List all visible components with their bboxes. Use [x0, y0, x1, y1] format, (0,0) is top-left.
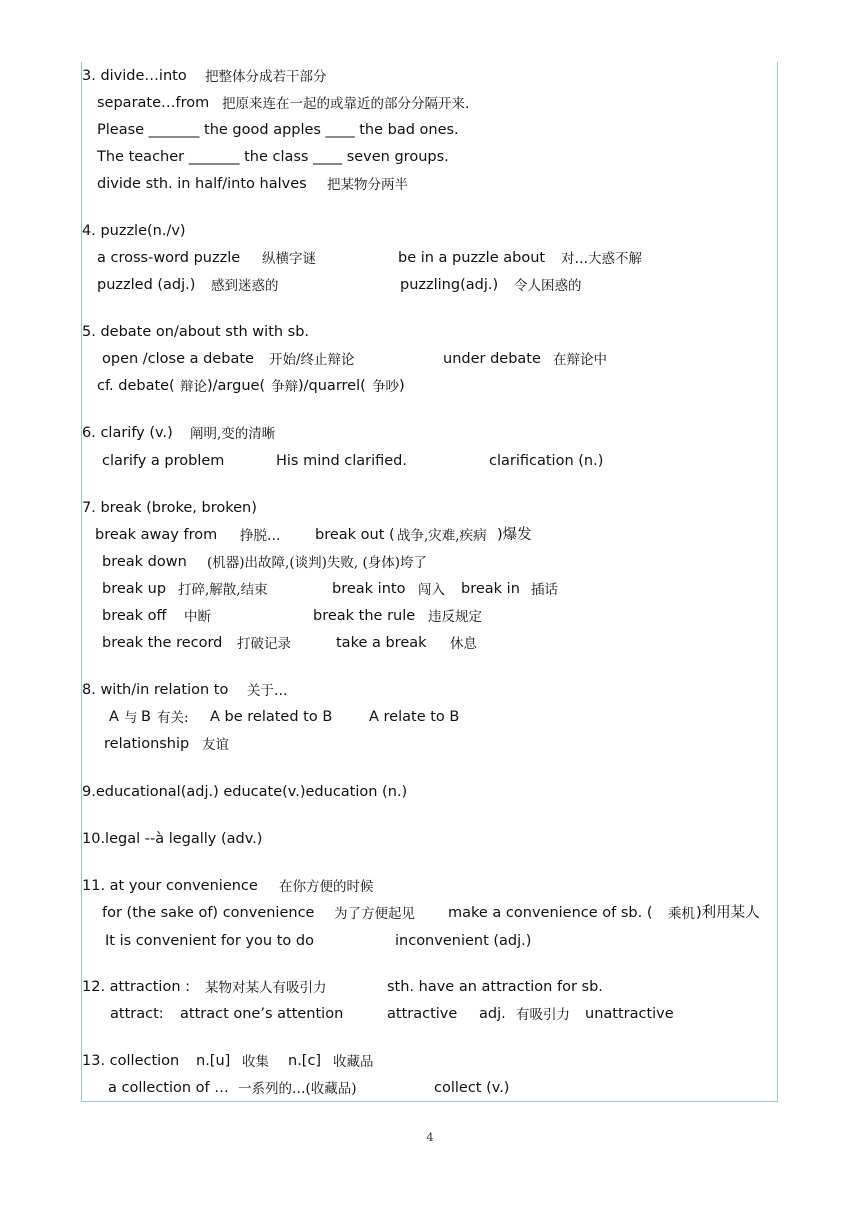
chinese-gloss: 收藏品: [333, 1054, 374, 1070]
english-text: take a break: [336, 635, 427, 651]
english-text: break in: [461, 581, 520, 597]
chinese-gloss: 令人困惑的: [514, 278, 582, 294]
english-text: sth. have an attraction for sb.: [387, 979, 603, 995]
english-text: 11. at your convenience: [82, 878, 258, 894]
chinese-gloss: 一系列的…(收藏品): [238, 1081, 357, 1097]
english-text: break the record: [102, 635, 223, 651]
chinese-gloss: 乘机: [668, 906, 695, 922]
english-text: be in a puzzle about: [398, 250, 546, 266]
english-text: adj.: [479, 1006, 506, 1022]
english-text: divide sth. in half/into halves: [97, 176, 307, 192]
english-text: Please _______ the good apples ____ the bad ones.: [97, 122, 459, 138]
chinese-gloss: 争辩: [271, 379, 298, 395]
english-text: break off: [102, 608, 167, 624]
english-text: 13. collection: [82, 1053, 180, 1069]
english-text: break the rule: [313, 608, 416, 624]
english-text: 5. debate on/about sth with sb.: [82, 324, 310, 340]
english-text: separate…from: [97, 95, 210, 111]
chinese-gloss: 休息: [450, 636, 477, 652]
english-text: A: [109, 709, 119, 725]
english-text: clarify a problem: [102, 453, 225, 469]
chinese-gloss: 感到迷惑的: [211, 278, 279, 294]
chinese-gloss: 把原来连在一起的或靠近的部分分隔开来.: [222, 96, 470, 112]
chinese-gloss: 中断: [184, 609, 211, 625]
english-text: )/quarrel(: [298, 378, 366, 394]
english-text: The teacher _______ the class ____ seven groups.: [97, 149, 449, 165]
english-text: n.[c]: [288, 1053, 322, 1069]
english-text: attractive: [387, 1006, 458, 1022]
english-text: cf. debate(: [97, 378, 175, 394]
chinese-gloss: 某物对某人有吸引力: [205, 980, 327, 996]
english-text: )/argue(: [207, 378, 266, 394]
english-text: break into: [332, 581, 406, 597]
chinese-gloss: 争吵: [372, 379, 399, 395]
chinese-gloss: 把某物分两半: [327, 177, 408, 193]
chinese-gloss: 有关:: [157, 710, 189, 726]
english-text: for (the sake of) convenience: [102, 905, 315, 921]
page-number: 4: [426, 1131, 434, 1144]
english-text: puzzled (adj.): [97, 277, 196, 293]
english-text: It is convenient for you to do: [105, 933, 314, 949]
chinese-gloss: (机器)出故障,(谈判)失败, (身体)垮了: [207, 555, 427, 571]
chinese-gloss: 闯入: [418, 582, 445, 598]
english-text: )爆发: [497, 527, 532, 543]
english-text: A be related to B: [210, 709, 333, 725]
chinese-gloss: 在辩论中: [553, 352, 607, 368]
english-text: B: [141, 709, 151, 725]
english-text: break down: [102, 554, 187, 570]
english-text: relationship: [104, 736, 190, 752]
english-text: puzzling(adj.): [400, 277, 499, 293]
chinese-gloss: 打碎,解散,结束: [178, 582, 268, 598]
english-text: 3. divide…into: [82, 68, 187, 84]
chinese-gloss: 关于…: [247, 683, 288, 699]
english-text: unattractive: [585, 1006, 674, 1022]
chinese-gloss: 收集: [242, 1054, 269, 1070]
chinese-gloss: 友谊: [202, 737, 229, 753]
chinese-gloss: 把整体分成若干部分: [205, 69, 327, 85]
chinese-gloss: 对…大惑不解: [561, 251, 642, 267]
english-text: a cross-word puzzle: [97, 250, 241, 266]
english-text: collect (v.): [434, 1080, 510, 1096]
english-text: n.[u]: [196, 1053, 231, 1069]
english-text: His mind clarified.: [276, 453, 407, 469]
english-text: ): [399, 378, 405, 394]
english-text: 10.legal --à legally (adv.): [82, 831, 263, 847]
chinese-gloss: 打破记录: [237, 636, 291, 652]
english-text: attract one’s attention: [180, 1006, 344, 1022]
english-text: 7. break (broke, broken): [82, 500, 257, 516]
english-text: a collection of …: [108, 1080, 229, 1096]
english-text: break out (: [315, 527, 395, 543]
chinese-gloss: 为了方便起见: [334, 906, 415, 922]
chinese-gloss: 有吸引力: [516, 1007, 570, 1023]
english-text: 8. with/in relation to: [82, 682, 229, 698]
english-text: 9.educational(adj.) educate(v.)education (n.): [82, 784, 408, 800]
english-text: make a convenience of sb. (: [448, 905, 653, 921]
english-text: clarification (n.): [489, 453, 604, 469]
chinese-gloss: 挣脱…: [240, 528, 281, 544]
english-text: attract:: [110, 1006, 164, 1022]
chinese-gloss: 在你方便的时候: [279, 879, 374, 895]
chinese-gloss: 开始/终止辩论: [269, 352, 355, 368]
english-text: break away from: [95, 527, 218, 543]
chinese-gloss: 与: [124, 710, 138, 726]
english-text: 12. attraction :: [82, 979, 191, 995]
english-text: A relate to B: [369, 709, 460, 725]
chinese-gloss: 战争,灾难,疾病: [397, 528, 487, 544]
chinese-gloss: 插话: [531, 582, 558, 598]
english-text: open /close a debate: [102, 351, 254, 367]
chinese-gloss: 辩论: [180, 379, 207, 395]
english-text: break up: [102, 581, 167, 597]
chinese-gloss: 违反规定: [428, 609, 482, 625]
chinese-gloss: 阐明,变的清晰: [190, 426, 276, 442]
english-text: 6. clarify (v.): [82, 425, 173, 441]
chinese-gloss: 纵横字谜: [262, 251, 316, 267]
english-text: )利用某人: [696, 905, 760, 921]
english-text: inconvenient (adj.): [395, 933, 532, 949]
english-text: under debate: [443, 351, 541, 367]
english-text: 4. puzzle(n./v): [82, 223, 186, 239]
